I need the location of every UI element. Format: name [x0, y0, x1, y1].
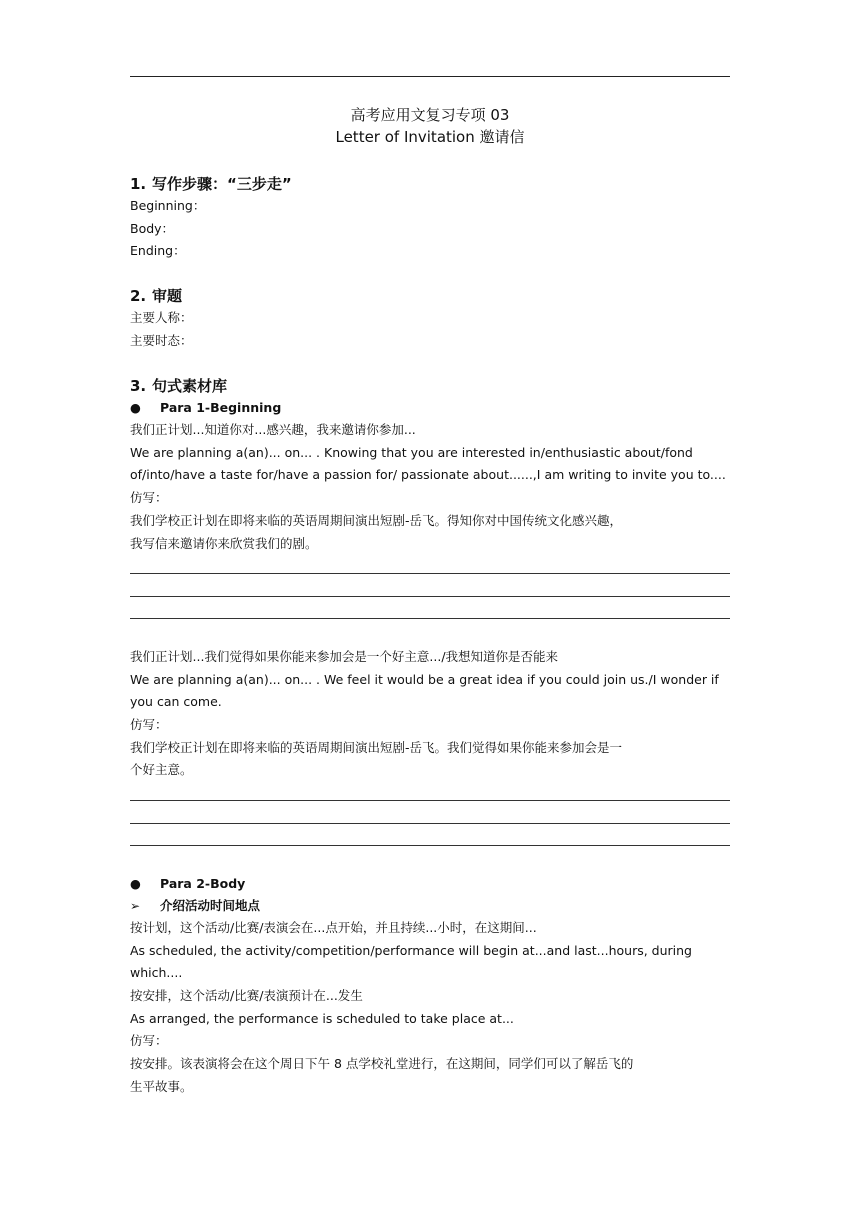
- practice-task-line2: 生平故事。: [130, 1078, 193, 1094]
- title-line-2: Letter of Invitation 邀请信: [335, 128, 525, 146]
- para1-label: Para 1-Beginning: [160, 400, 282, 415]
- pattern-block-3: [130, 917, 730, 1099]
- main-person: 主要人称：: [130, 310, 193, 325]
- pattern-english-line1: As scheduled, the activity/competition/performance will begin at...and last...hours, during: [130, 942, 692, 958]
- main-tense: 主要时态：: [130, 332, 193, 348]
- pattern-english-line2: of/into/have a taste for/have a passion for/ passionate about......,I am writing to invite you to....: [130, 467, 726, 483]
- practice-label: 仿写：: [130, 1033, 168, 1049]
- answer-line[interactable]: [130, 805, 730, 828]
- section-sentence-bank: [130, 375, 730, 1099]
- section-number: 1.: [130, 175, 147, 193]
- pattern-block-2: [130, 646, 730, 850]
- section-number: 2.: [130, 287, 147, 305]
- section-heading: [130, 285, 730, 307]
- answer-line[interactable]: [130, 828, 730, 851]
- section-writing-steps: [130, 173, 730, 263]
- answer-line[interactable]: [130, 782, 730, 805]
- section-title: 写作步骤：“三步走”: [152, 175, 292, 193]
- pattern-chinese: 按计划，这个活动/比赛/表演会在...点开始，并且持续...小时，在这期间...: [130, 919, 537, 935]
- section-analysis: [130, 285, 730, 352]
- pattern-english-line2: you can come.: [130, 694, 222, 710]
- answer-line[interactable]: [130, 601, 730, 624]
- para2-heading: [130, 873, 730, 895]
- sub-heading: [130, 895, 730, 917]
- answer-line[interactable]: [130, 555, 730, 578]
- document-title: [130, 104, 730, 148]
- practice-task-line1: 我们学校正计划在即将来临的英语周期间演出短剧-岳飞。得知你对中国传统文化感兴趣，: [130, 512, 623, 528]
- section-title: 句式素材库: [152, 377, 228, 395]
- pattern-english-line3: As arranged, the performance is scheduled to take place at...: [130, 1010, 514, 1026]
- para2-label: Para 2-Body: [160, 875, 246, 891]
- practice-task-line1: 按安排。该表演将会在这个周日下午 8 点学校礼堂进行，在这期间，同学们可以了解岳飞的: [130, 1056, 634, 1072]
- pattern-english-line2: which....: [130, 965, 183, 981]
- sub-heading-label: 介绍活动时间地点: [160, 897, 261, 913]
- pattern-block-1: [130, 419, 730, 623]
- section-title: 审题: [152, 287, 183, 305]
- step-body: Body：: [130, 220, 175, 236]
- section-heading: [130, 173, 730, 195]
- section-number: 3.: [130, 377, 147, 395]
- practice-task-line2: 个好主意。: [130, 762, 193, 778]
- practice-label: 仿写：: [130, 490, 168, 506]
- pattern-english-line1: We are planning a(an)... on... . Knowing that you are interested in/enthusiastic about/fond: [130, 444, 693, 460]
- practice-task-line1: 我们学校正计划在即将来临的英语周期间演出短剧-岳飞。我们觉得如果你能来参加会是一: [130, 739, 623, 755]
- bullet-icon: ●: [130, 875, 141, 891]
- pattern-chinese: 我们正计划...我们觉得如果你能来参加会是一个好主意.../我想知道你是否能来: [130, 648, 559, 664]
- title-line-1: 高考应用文复习专项 03: [350, 106, 510, 124]
- pattern-chinese-2: 按安排，这个活动/比赛/表演预计在...发生: [130, 988, 363, 1004]
- bullet-icon: ●: [130, 400, 141, 415]
- pattern-chinese: 我们正计划...知道你对...感兴趣，我来邀请你参加...: [130, 422, 416, 437]
- arrow-bullet-icon: ➢: [130, 898, 141, 913]
- section-heading: [130, 375, 730, 397]
- pattern-english-line1: We are planning a(an)... on... . We feel it would be a great idea if you could join us./I wonder if: [130, 671, 719, 687]
- answer-line[interactable]: [130, 578, 730, 601]
- header-rule: [130, 76, 730, 77]
- step-beginning: Beginning：: [130, 198, 206, 213]
- practice-task-line2: 我写信来邀请你来欣赏我们的剧。: [130, 535, 318, 551]
- step-ending: Ending：: [130, 243, 186, 259]
- para1-heading: [130, 397, 730, 419]
- practice-label: 仿写：: [130, 717, 168, 733]
